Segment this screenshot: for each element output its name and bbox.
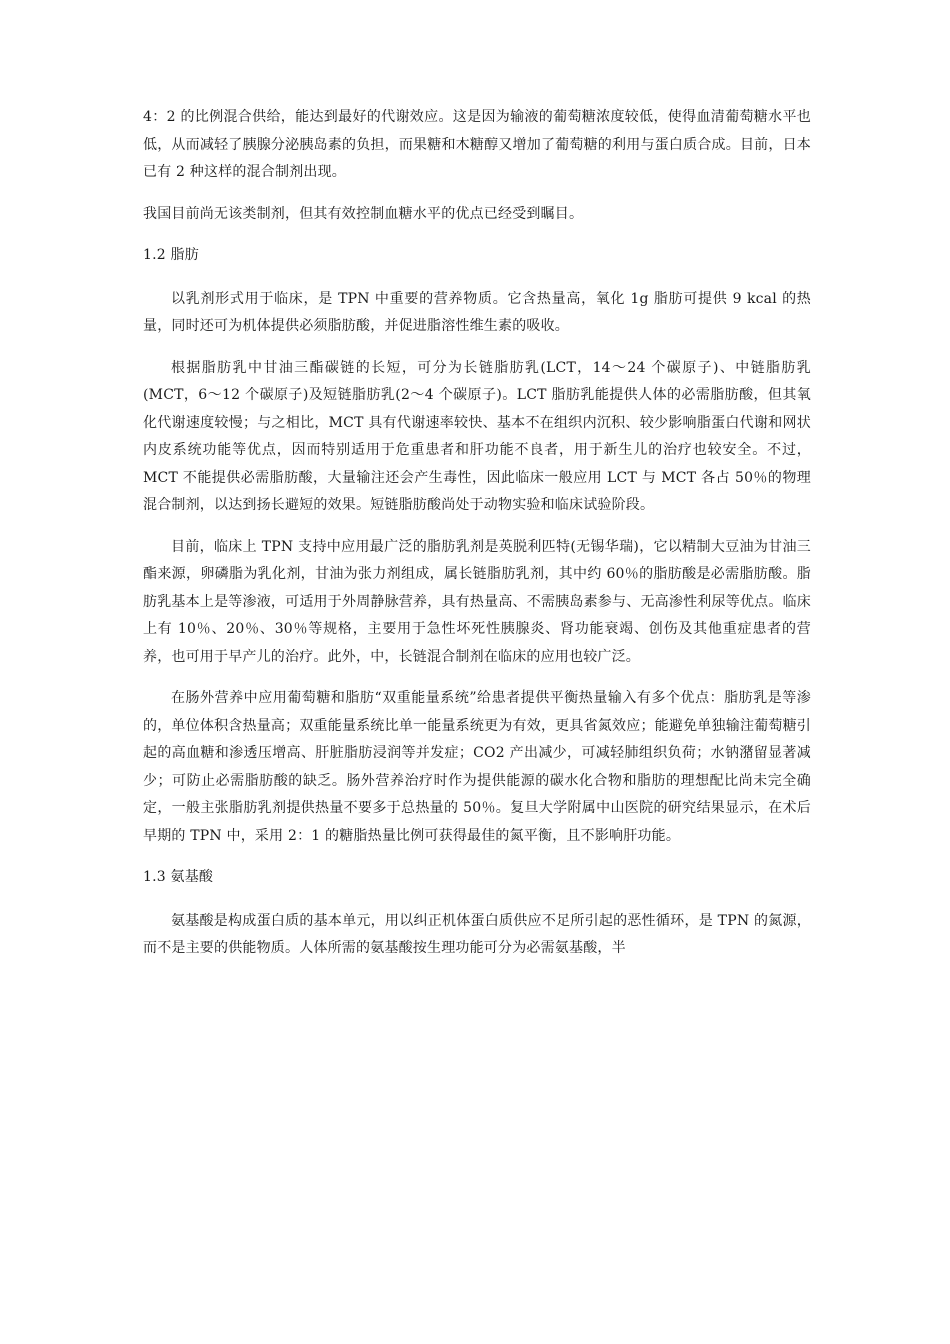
paragraph-intralipid: 目前，临床上 TPN 支持中应用最广泛的脂肪乳剂是英脱利匹特(无锡华瑞)，它以精制大豆油为甘油三酯来源，卵磷脂为乳化剂，甘油为张力剂组成，属长链脂肪乳剂，其中约 60％的脂肪酸是必需脂肪酸。脂肪乳基本上是等渗液，可适用于外周静脉营养，具有热量高、不需胰岛素参与、无高渗性利尿等优点。临床上有 10％、20％、30％等规格，主要用于急性坏死性胰腺炎、肾功能衰竭、创伤及其他重症患者的营养，也可用于早产儿的治疗。此外，中，长链混合制剂在临床的应用也较广泛。 [143, 538, 811, 665]
paragraph-fat-emulsion-intro: 以乳剂形式用于临床，是 TPN 中重要的营养物质。它含热量高，氧化 1g 脂肪可提供 9 kcal 的热量，同时还可为机体提供必须脂肪酸，并促进脂溶性维生素的吸收。 [143, 290, 811, 334]
paragraph-glucose-mix: 4：2 的比例混合供给，能达到最好的代谢效应。这是因为输液的葡萄糖浓度较低，使得血清葡萄糖水平也低，从而减轻了胰腺分泌胰岛素的负担，而果糖和木糖醇又增加了葡萄糖的利用与蛋白质合成。目前，日本已有 2 种这样的混合制剂出现。 [143, 109, 811, 180]
paragraph-chain-length: 根据脂肪乳中甘油三酯碳链的长短，可分为长链脂肪乳(LCT，14～24 个碳原子)、中链脂肪乳(MCT，6～12 个碳原子)及短链脂肪乳(2～4 个碳原子)。LCT 脂肪乳能提供人体的必需脂肪酸，但其氧化代谢速度较慢；与之相比，MCT 具有代谢速率较快、基本不在组织内沉积、较少影响脂蛋白代谢和网状内皮系统功能等优点，因而特别适用于危重患者和肝功能不良者，用于新生儿的治疗也较安全。不过，MCT 不能提供必需脂肪酸，大量输注还会产生毒性，因此临床一般应用 LCT 与 MCT 各占 50％的物理混合制剂，以达到扬长避短的效果。短链脂肪酸尚处于动物实验和临床试验阶段。 [143, 359, 811, 513]
paragraph-dual-energy: 在肠外营养中应用葡萄糖和脂肪“双重能量系统”给患者提供平衡热量输入有多个优点：脂肪乳是等渗的，单位体积含热量高；双重能量系统比单一能量系统更为有效，更具省氮效应；能避免单独输注葡萄糖引起的高血糖和渗透压增高、肝脏脂肪浸润等并发症；CO2 产出减少，可减轻肺组织负荷；水钠潴留显著减少；可防止必需脂肪酸的缺乏。肠外营养治疗时作为提供能源的碳水化合物和脂肪的理想配比尚未完全确定，一般主张脂肪乳剂提供热量不要多于总热量的 50％。复旦大学附属中山医院的研究结果显示，在术后早期的 TPN 中，采用 2：1 的糖脂热量比例可获得最佳的氮平衡，且不影响肝功能。 [143, 690, 811, 844]
paragraph-domestic-status: 我国目前尚无该类制剂，但其有效控制血糖水平的优点已经受到瞩目。 [143, 205, 584, 222]
document-body [143, 104, 811, 977]
section-heading-amino-acids: 1.3 氨基酸 [143, 869, 214, 885]
section-heading-fat: 1.2 脂肪 [143, 247, 199, 263]
paragraph-amino-acids: 氨基酸是构成蛋白质的基本单元，用以纠正机体蛋白质供应不足所引起的恶性循环，是 TPN 的氮源，而不是主要的供能物质。人体所需的氨基酸按生理功能可分为必需氨基酸，半 [143, 912, 811, 956]
